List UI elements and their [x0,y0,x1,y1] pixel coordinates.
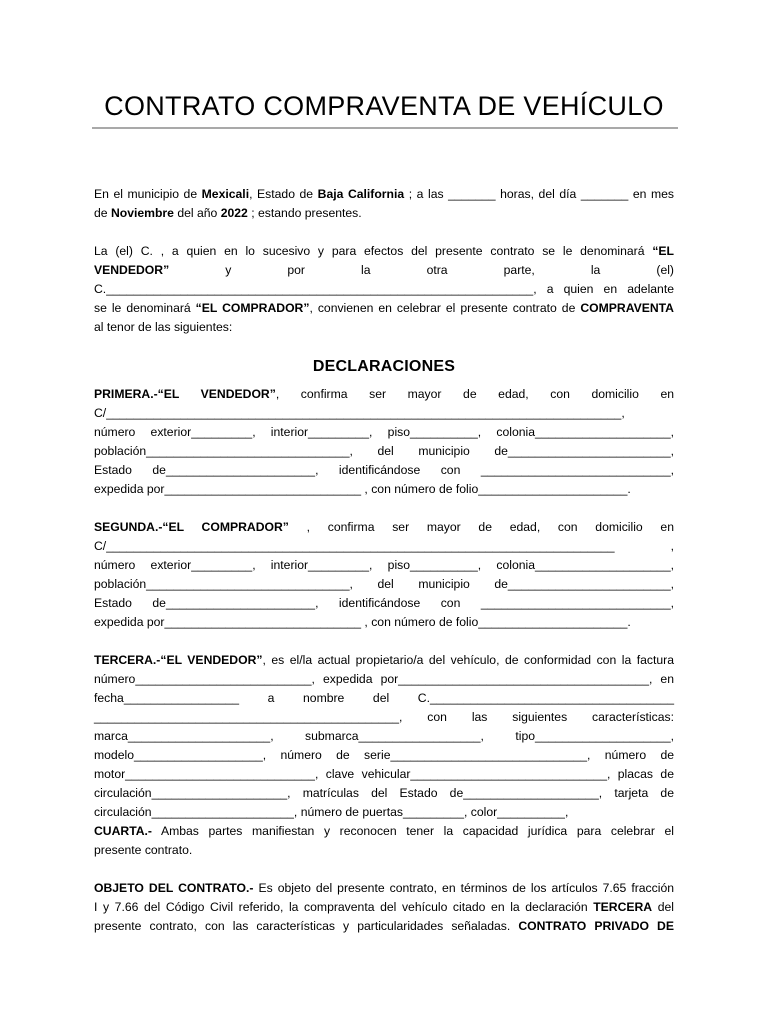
intro-line-2: de Noviembre del año 2022 ; estando presentes. [94,206,362,220]
cuarta-line-1: CUARTA.- Ambas partes manifiestan y reconocen tener la capacidad jurídica para celebrar el [94,824,674,838]
primera-line-4: población______________________________, del municipio de________________________, [94,444,674,458]
declaraciones-heading: DECLARACIONES [312,358,456,375]
parties-line-4: se le denominará “EL COMPRADOR”, convienen en celebrar el presente contrato de COMPRAVENTA [94,301,674,315]
primera-line-1: PRIMERA.-“EL VENDEDOR”, confirma ser mayor de edad, con domicilio en [94,387,675,401]
parties-line-1: La (el) C. , a quien en lo sucesivo y para efectos del presente contrato se le denominará “EL [94,244,674,258]
parties-paragraph [94,242,674,337]
tercera-line-5: marca_____________________, submarca__________________, tipo____________________, [94,729,674,743]
objeto-line-3: presente contrato, con las características y particularidades señaladas. CONTRATO PRIVADO DE [94,919,674,933]
primera-line-3: número exterior_________, interior_________, piso__________, colonia____________________, [94,425,674,439]
cuarta-clause [94,822,674,860]
primera-line-6: expedida por_____________________________ , con número de folio______________________. [94,482,631,496]
parties-line-5: al tenor de las siguientes: [94,320,233,334]
primera-line-2: C/____________________________________________________________________________, [94,406,625,420]
segunda-clause [94,518,674,632]
parties-line-3: C._______________________________________________________________, a quien en adelante [94,282,674,296]
document-title: CONTRATO COMPRAVENTA DE VEHÍCULO [104,91,664,121]
tercera-line-7: motor____________________________, clave vehicular_____________________________, placas de [94,767,674,781]
tercera-line-9: circulación_____________________, número de puertas_________, color__________, [94,805,569,819]
segunda-line-6: expedida por_____________________________ , con número de folio______________________. [94,615,631,629]
tercera-line-8: circulación____________________, matrículas del Estado de____________________, tarjeta de [94,786,674,800]
tercera-line-1: TERCERA.-“EL VENDEDOR”, es el/la actual propietario/a del vehículo, de conformidad con la factura [94,653,674,667]
intro-line-1: En el municipio de Mexicali, Estado de Baja California ; a las _______ horas, del día _______ en mes [94,187,674,201]
segunda-line-3: número exterior_________, interior_________, piso__________, colonia____________________, [94,558,674,572]
tercera-line-2: número__________________________, expedida por_____________________________________, en [94,672,674,686]
tercera-clause [94,651,674,822]
segunda-line-5: Estado de______________________, identificándose con ____________________________, [94,596,674,610]
tercera-line-4: _____________________________________________, con las siguientes características: [94,710,674,724]
parties-line-2: VENDEDOR” y por la otra parte, la (el) [94,263,674,277]
objeto-line-2: I y 7.66 del Código Civil referido, la compraventa del vehículo citado en la declaración TERCERA del [94,900,674,914]
objeto-clause [94,879,674,936]
segunda-line-4: población______________________________, del municipio de________________________, [94,577,674,591]
tercera-line-6: modelo___________________, número de serie_____________________________, número de [94,748,674,762]
primera-line-5: Estado de______________________, identificándose con ____________________________, [94,463,674,477]
segunda-line-2: C/___________________________________________________________________________ , [94,539,674,553]
tercera-line-3: fecha_________________ a nombre del C.____________________________________ [94,691,674,705]
intro-paragraph [94,185,674,223]
segunda-line-1: SEGUNDA.-“EL COMPRADOR” , confirma ser mayor de edad, con domicilio en [94,520,674,534]
cuarta-line-2: presente contrato. [94,843,193,857]
primera-clause [94,385,674,499]
objeto-line-1: OBJETO DEL CONTRATO.- Es objeto del presente contrato, en términos de los artículos 7.65 fracción [94,881,674,895]
